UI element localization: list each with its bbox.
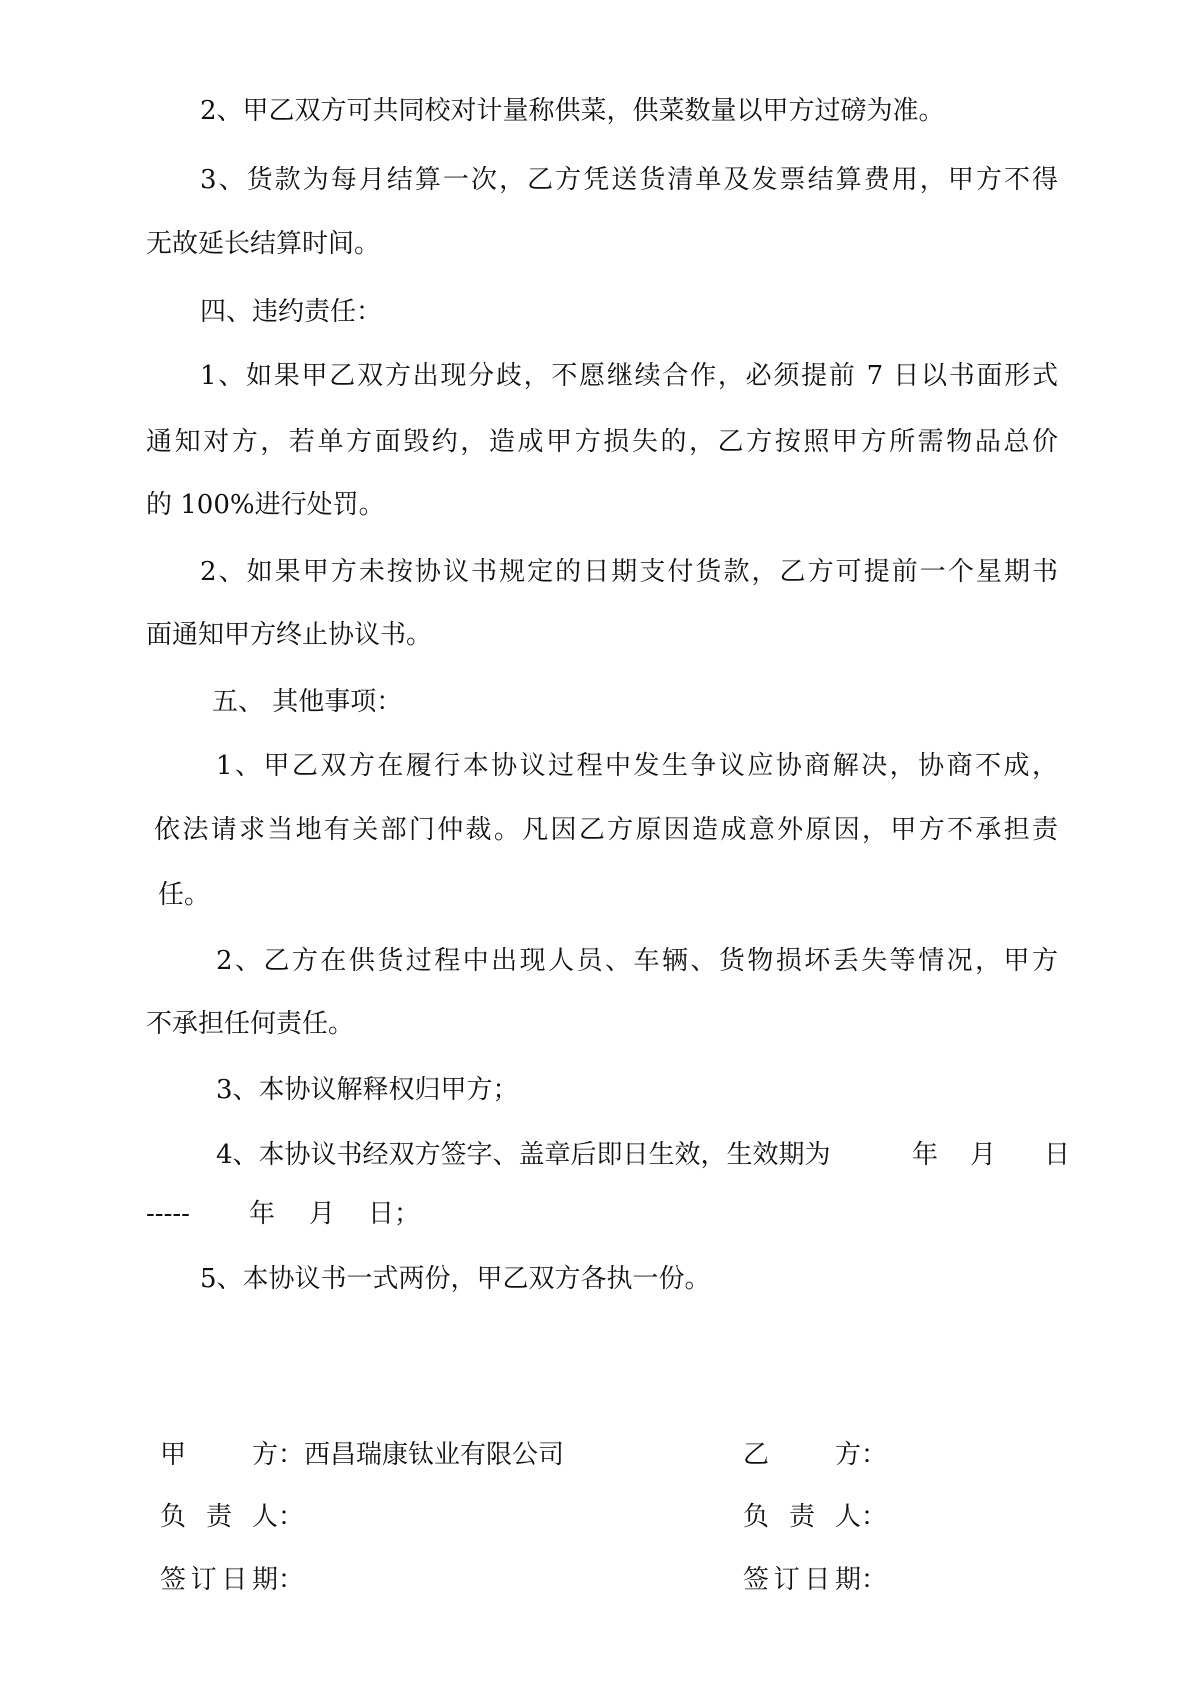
party-a-person-label: 负责人 [160,1502,278,1532]
section-heading-other: 五、 其他事项： [212,687,403,717]
paragraph-breach-1-line3: 的 100%进行处罚。 [146,490,385,520]
party-b-date-colon: ： [861,1565,888,1595]
party-a-date-row [160,1563,304,1597]
paragraph-breach-2-line2: 面通知甲方终止协议书。 [146,620,433,650]
paragraph-breach-1-line2: 通知对方，若单方面毁约，造成甲方损失的，乙方按照甲方所需物品总价 [146,427,1058,457]
party-b-date-row [743,1563,887,1597]
party-a-label: 甲方 [160,1440,278,1470]
party-b-colon: ： [861,1440,888,1470]
party-b-person-label: 负责人 [743,1502,861,1532]
paragraph-payment-line1: 3、货款为每月结算一次，乙方凭送货清单及发票结算费用，甲方不得 [200,165,1058,195]
effective-end-day-label: 日； [368,1199,421,1229]
effective-end-year-label: 年 [249,1199,276,1229]
party-a-row [160,1438,564,1472]
paragraph-other-1-line1: 1、甲乙双方在履行本协议过程中发生争议应协商解决，协商不成， [216,751,1058,781]
paragraph-breach-1-line1: 1、如果甲乙双方出现分歧，不愿继续合作，必须提前 7 日以书面形式 [200,361,1058,391]
party-b-label: 乙方 [743,1440,861,1470]
effective-start-day-label: 日 [1044,1140,1071,1170]
paragraph-other-2-line1: 2、乙方在供货过程中出现人员、车辆、货物损坏丢失等情况，甲方 [216,946,1058,976]
paragraph-other-1-line2: 依法请求当地有关部门仲裁。凡因乙方原因造成意外原因，甲方不承担责 [154,815,1058,845]
party-b-person-colon: ： [861,1502,888,1532]
party-a-date-colon: ： [278,1565,305,1595]
paragraph-other-1-line3: 任。 [158,880,211,910]
party-b-row [743,1438,887,1472]
effective-start-year-label: 年 [912,1140,939,1170]
party-a-name: 西昌瑞康钛业有限公司 [304,1440,565,1470]
section-heading-breach: 四、违约责任： [200,297,383,327]
paragraph-breach-2-line1: 2、如果甲方未按协议书规定的日期支付货款，乙方可提前一个星期书 [200,557,1058,587]
party-a-colon: ： [278,1440,305,1470]
paragraph-other-4-line1: 4、本协议书经双方签字、盖章后即日生效，生效期为 [216,1140,831,1170]
paragraph-other-2-line2: 不承担任何责任。 [146,1009,355,1039]
party-b-date-label: 签订日期 [743,1565,861,1595]
party-b-person-row [743,1500,887,1534]
effective-end-month-label: 月 [309,1199,336,1229]
effective-start-month-label: 月 [970,1140,997,1170]
paragraph-other-5: 5、本协议书一式两份，甲乙双方各执一份。 [200,1264,711,1294]
party-a-person-colon: ： [278,1502,305,1532]
paragraph-weighing: 2、甲乙双方可共同校对计量称供菜，供菜数量以甲方过磅为准。 [200,96,945,126]
party-a-person-row [160,1500,304,1534]
paragraph-other-3: 3、本协议解释权归甲方； [216,1075,519,1105]
paragraph-payment-line2: 无故延长结算时间。 [146,229,381,259]
party-a-date-label: 签订日期 [160,1565,278,1595]
effective-period-dash: ----- [146,1199,190,1229]
